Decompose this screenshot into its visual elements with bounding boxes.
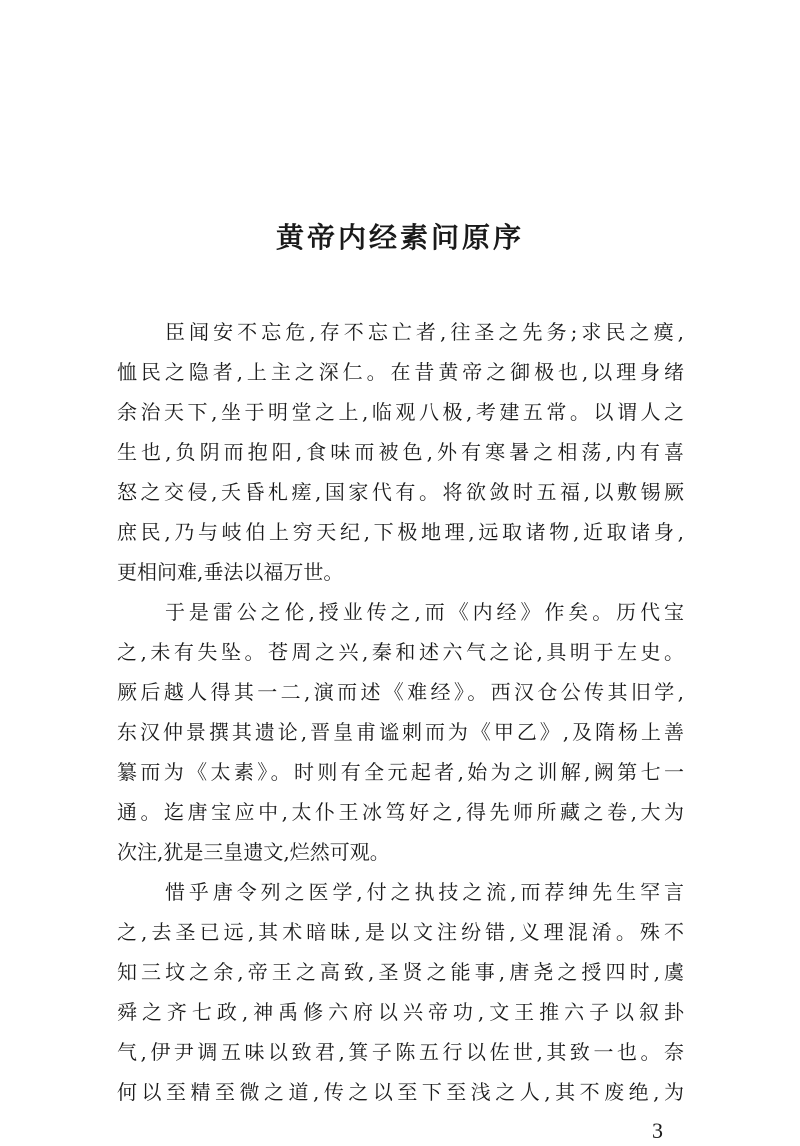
- text-line: 惜乎唐令列之医学,付之执技之流,而荐绅先生罕言: [165, 880, 684, 904]
- page-number: 3: [652, 1118, 663, 1143]
- paragraph: [117, 312, 684, 592]
- text-line: 怒之交侵,夭昏札瘥,国家代有。将欲敛时五福,以敷锡厥: [117, 480, 684, 504]
- text-line: 通。迄唐宝应中,太仆王冰笃好之,得先师所藏之卷,大为: [117, 800, 684, 824]
- text-line: 之,去圣已远,其术暗昧,是以文注纷错,义理混淆。殊不: [117, 920, 684, 944]
- text-line: 何以至精至微之道,传之以至下至浅之人,其不废绝,为: [117, 1080, 684, 1104]
- page-title: 黄帝内经素问原序: [275, 221, 524, 254]
- text-line: 臣闻安不忘危,存不忘亡者,往圣之先务;求民之瘼,: [165, 320, 684, 344]
- text-line: 生也,负阴而抱阳,食味而被色,外有寒暑之相荡,内有喜: [117, 440, 684, 464]
- text-line: 次注,犹是三皇遗文,烂然可观。: [117, 840, 390, 864]
- paragraph: [117, 872, 684, 1112]
- body-text: [117, 312, 684, 1112]
- text-line: 舜之齐七政,神禹修六府以兴帝功,文王推六子以叙卦: [117, 1000, 684, 1024]
- text-line: 气,伊尹调五味以致君,箕子陈五行以佐世,其致一也。奈: [117, 1040, 684, 1064]
- text-line: 东汉仲景撰其遗论,晋皇甫谧刺而为《甲乙》,及隋杨上善: [117, 720, 684, 744]
- text-line: 余治天下,坐于明堂之上,临观八极,考建五常。以谓人之: [117, 400, 684, 424]
- text-line: 更相问难,垂法以福万世。: [117, 560, 344, 584]
- text-line: 知三坟之余,帝王之高致,圣贤之能事,唐尧之授四时,虞: [117, 960, 684, 984]
- text-line: 庶民,乃与岐伯上穷天纪,下极地理,远取诸物,近取诸身,: [117, 520, 684, 544]
- text-line: 于是雷公之伦,授业传之,而《内经》作矣。历代宝: [165, 600, 684, 624]
- text-line: 之,未有失坠。苍周之兴,秦和述六气之论,具明于左史。: [117, 640, 684, 664]
- text-line: 厥后越人得其一二,演而述《难经》。西汉仓公传其旧学,: [117, 680, 684, 704]
- text-line: 纂而为《太素》。时则有全元起者,始为之训解,阙第七一: [117, 760, 684, 784]
- text-line: 恤民之隐者,上主之深仁。在昔黄帝之御极也,以理身绪: [117, 360, 684, 384]
- paragraph: [117, 592, 684, 872]
